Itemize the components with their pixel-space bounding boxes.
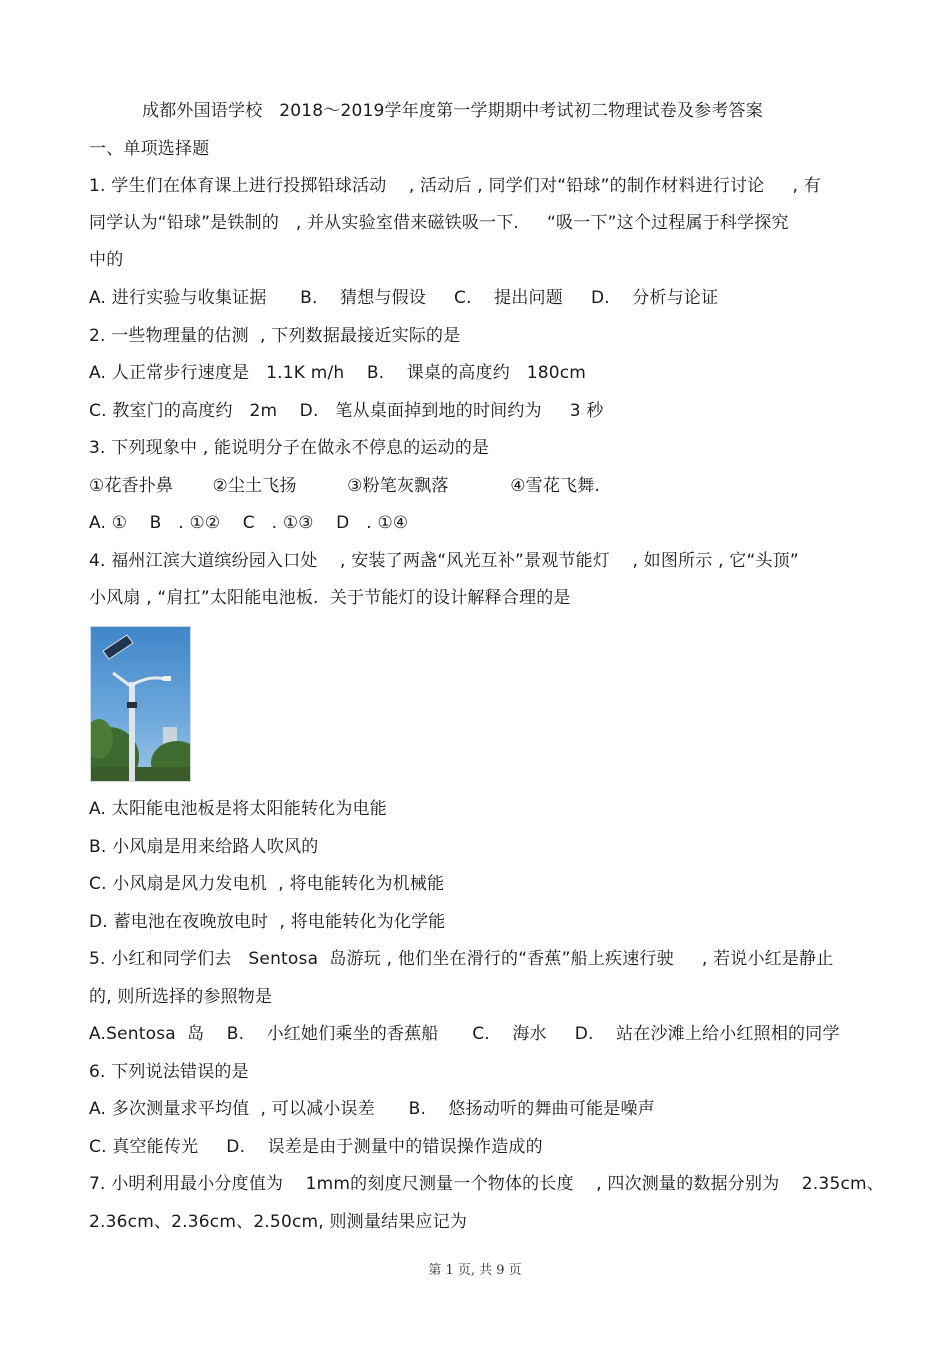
question-3-items: ①花香扑鼻 ②尘土飞扬 ③粉笔灰飘落 ④雪花飞舞. [89,476,601,496]
street-lamp-photo [90,626,191,782]
question-1-line-1: 1. 学生们在体育课上进行投掷铅球活动 , 活动后 , 同学们对“铅球”的制作材料进行讨论 , 有 [89,176,821,196]
question-2-options-2: C. 教室门的高度约 2m D. 笔从桌面掉到地的时间约为 3 秒 [89,401,604,421]
question-7-line-2: 2.36cm、2.36cm、2.50cm, 则测量结果应记为 [89,1212,468,1232]
question-4-option-c: C. 小风扇是风力发电机 , 将电能转化为机械能 [89,874,445,894]
question-3-options: A. ① B . ①② C . ①③ D . ①④ [89,513,409,533]
question-1-options: A. 进行实验与收集证据 B. 猜想与假设 C. 提出问题 D. 分析与论证 [89,288,719,308]
question-1-line-2: 同学认为“铅球”是铁制的 , 并从实验室借来磁铁吸一下. “吸一下”这个过程属于科学探究 [89,213,789,233]
question-7-line-1: 7. 小明利用最小分度值为 1mm的刻度尺测量一个物体的长度 , 四次测量的数据分别为 2.35cm、 [89,1174,884,1194]
section-heading: 一、单项选择题 [89,139,210,159]
question-5-options: A.Sentosa 岛 B. 小红她们乘坐的香蕉船 C. 海水 D. 站在沙滩上给小红照相的同学 [89,1024,840,1044]
question-6-stem: 6. 下列说法错误的是 [89,1062,249,1082]
question-4-line-1: 4. 福州江滨大道缤纷园入口处 , 安装了两盏“风光互补”景观节能灯 , 如图所示 , 它“头顶” [89,551,799,571]
question-4-option-d: D. 蓄电池在夜晚放电时 , 将电能转化为化学能 [89,912,446,932]
question-5-line-1: 5. 小红和同学们去 Sentosa 岛游玩 , 他们坐在滑行的“香蕉”船上疾速行驶 , 若说小红是静止 [89,949,834,969]
question-4-line-2: 小风扇 , “肩扛”太阳能电池板. 关于节能灯的设计解释合理的是 [89,588,571,608]
question-5-line-2: 的, 则所选择的参照物是 [89,987,273,1007]
page-footer: 第 1 页, 共 9 页 [428,1263,522,1278]
question-3-stem: 3. 下列现象中 , 能说明分子在做永不停息的运动的是 [89,438,490,458]
question-2-options-1: A. 人正常步行速度是 1.1K m/h B. 课桌的高度约 180cm [89,363,587,383]
question-4-option-a: A. 太阳能电池板是将太阳能转化为电能 [89,799,387,819]
question-2-stem: 2. 一些物理量的估测 , 下列数据最接近实际的是 [89,326,461,346]
question-1-line-3: 中的 [89,250,124,270]
page-title: 成都外国语学校 2018～2019学年度第一学期期中考试初二物理试卷及参考答案 [142,101,763,121]
question-6-options-1: A. 多次测量求平均值 , 可以减小误差 B. 悠扬动听的舞曲可能是噪声 [89,1099,655,1119]
question-6-options-2: C. 真空能传光 D. 误差是由于测量中的错误操作造成的 [89,1137,543,1157]
question-4-option-b: B. 小风扇是用来给路人吹风的 [89,837,319,857]
